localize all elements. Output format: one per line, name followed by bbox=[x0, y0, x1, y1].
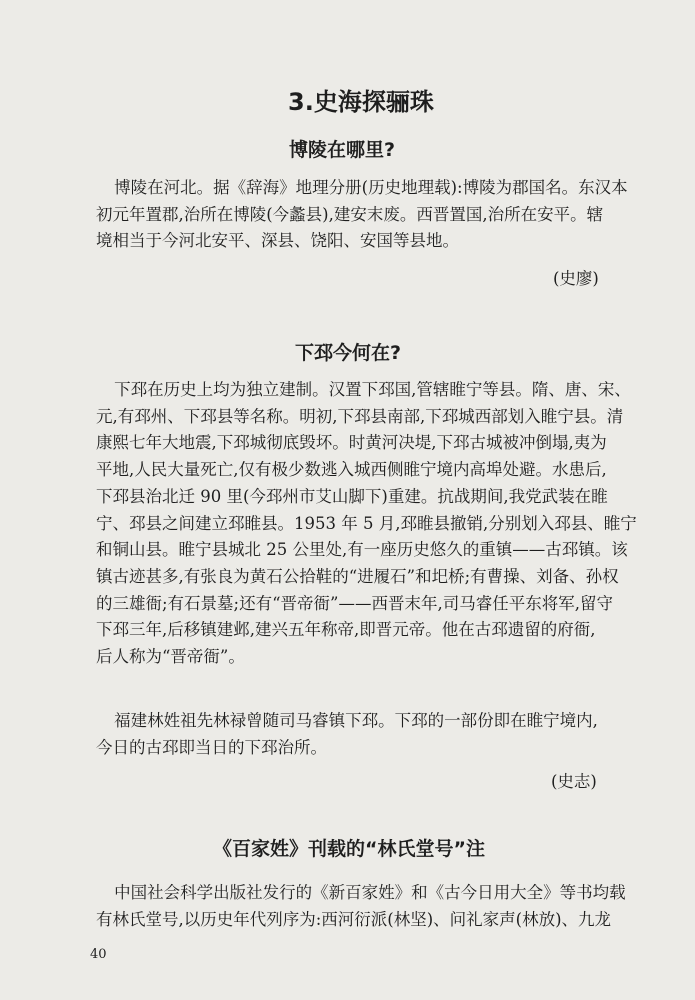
body-line: 初元年置郡,治所在博陵(今蠡县),建安末废。西晋置国,治所在安平。辖 bbox=[96, 204, 604, 224]
article-body-lin-tanghao bbox=[96, 880, 641, 933]
body-line: 下邳县治北迁 90 里(今邳州市艾山脚下)重建。抗战期间,我党武装在睢 bbox=[96, 486, 608, 506]
body-line: 镇古迹甚多,有张良为黄石公拾鞋的“进履石”和圯桥;有曹操、刘备、孙权 bbox=[96, 566, 619, 586]
body-line: 福建林姓祖先林禄曾随司马睿镇下邳。下邳的一部份即在睢宁境内, bbox=[114, 711, 598, 730]
body-line: 今日的古邳即当日的下邳治所。 bbox=[96, 737, 327, 757]
author-signature: (史志) bbox=[551, 772, 597, 791]
body-line: 后人称为“晋帝衙”。 bbox=[96, 647, 245, 667]
article-body-boling bbox=[96, 175, 641, 255]
body-line: 的三雄衙;有石景墓;还有“晋帝衙”——西晋末年,司马睿任平东将军,留守 bbox=[96, 593, 613, 613]
body-line: 和铜山县。睢宁县城北 25 公里处,有一座历史悠久的重镇——古邳镇。该 bbox=[96, 540, 628, 560]
author-signature: (史廖) bbox=[553, 269, 599, 288]
body-line: 境相当于今河北安平、深县、饶阳、安国等县地。 bbox=[96, 231, 459, 251]
body-line: 中国社会科学出版社发行的《新百家姓》和《古今日用大全》等书均载 bbox=[114, 883, 626, 902]
article-heading-boling: 博陵在哪里? bbox=[289, 139, 396, 161]
body-line: 宁、邳县之间建立邳睢县。1953 年 5 月,邳睢县撤销,分别划入邳县、睢宁 bbox=[96, 513, 637, 533]
body-line: 平地,人民大量死亡,仅有极少数逃入城西侧睢宁境内高埠处避。水患后, bbox=[96, 460, 607, 480]
body-line: 下邳三年,后移镇建邺,建兴五年称帝,即晋元帝。他在古邳遗留的府衙, bbox=[96, 620, 596, 640]
article-heading-lin-tanghao: 《百家姓》刊载的“林氏堂号”注 bbox=[213, 838, 485, 860]
section-title: 3.史海探骊珠 bbox=[288, 88, 434, 116]
body-line: 下邳在历史上均为独立建制。汉置下邳国,管辖睢宁等县。隋、唐、宋、 bbox=[114, 380, 631, 399]
body-line: 元,有邳州、下邳县等名称。明初,下邳县南部,下邳城西部划入睢宁县。清 bbox=[96, 406, 624, 426]
article-body-xiapi-note bbox=[96, 708, 641, 761]
article-body-xiapi bbox=[96, 377, 641, 671]
body-line: 康熙七年大地震,下邳城彻底毁坏。时黄河决堤,下邳古城被冲倒塌,夷为 bbox=[96, 433, 607, 453]
page-number: 40 bbox=[90, 947, 107, 962]
body-line: 有林氏堂号,以历史年代列序为:西河衍派(林坚)、问礼家声(林放)、九龙 bbox=[96, 909, 612, 929]
article-heading-xiapi: 下邳今何在? bbox=[295, 342, 402, 364]
body-line: 博陵在河北。据《辞海》地理分册(历史地理载):博陵为郡国名。东汉本 bbox=[114, 178, 628, 197]
